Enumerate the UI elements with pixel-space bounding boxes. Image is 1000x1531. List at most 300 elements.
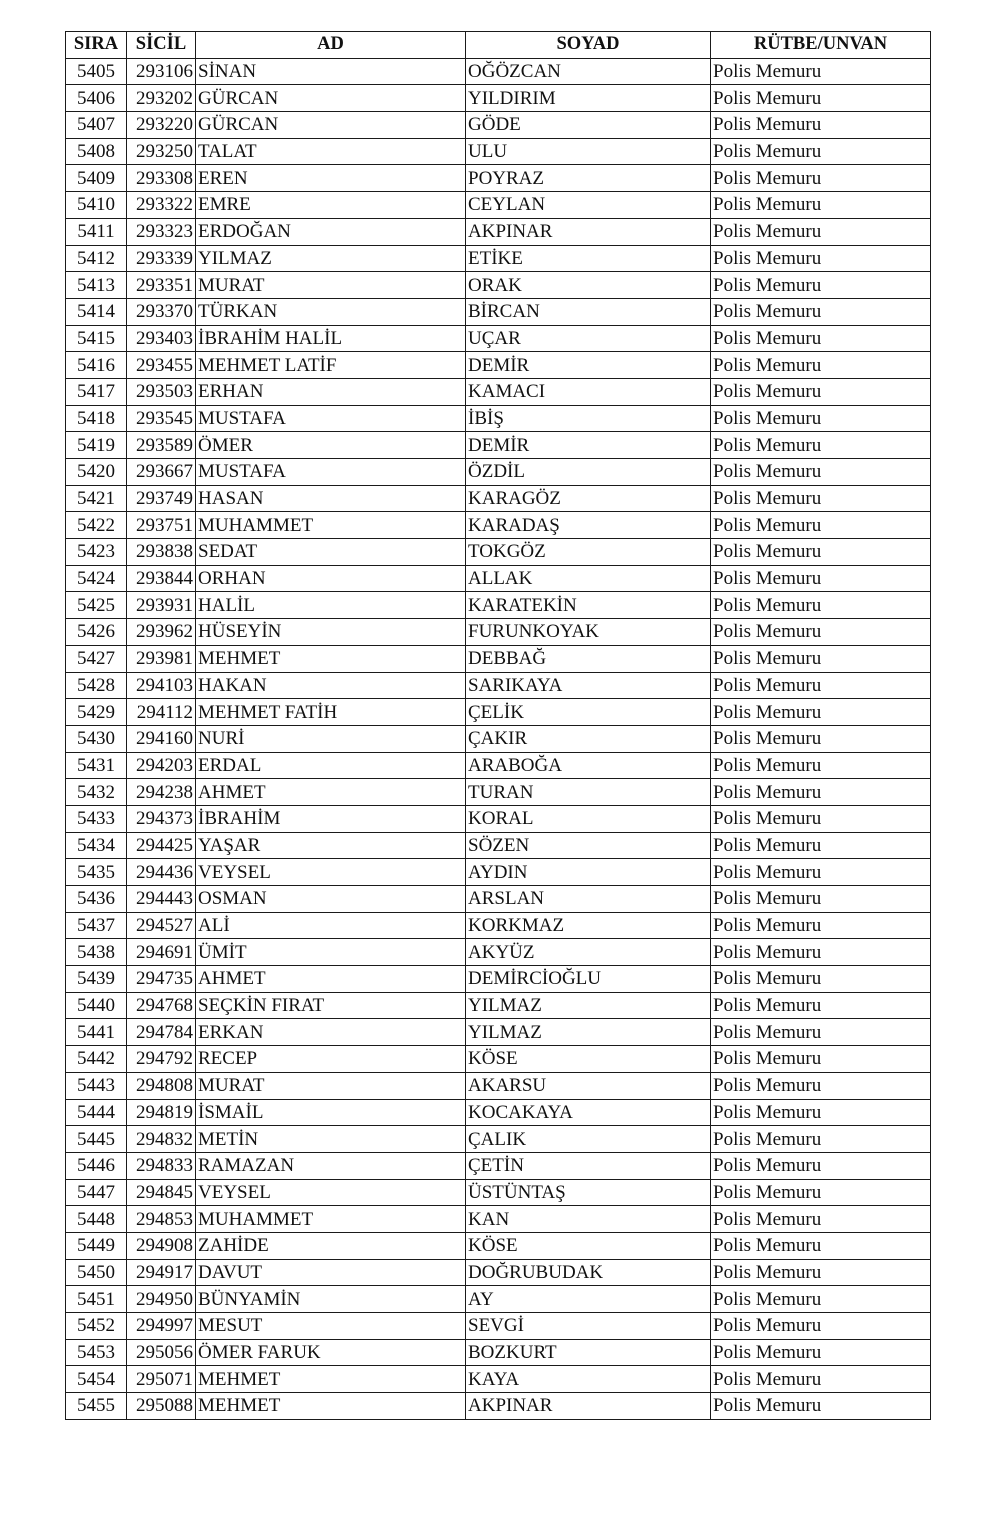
table-row — [66, 1206, 931, 1233]
cell-ad: AHMET — [196, 966, 466, 993]
table-row — [66, 58, 931, 85]
table-row — [66, 272, 931, 299]
table-body — [66, 58, 931, 1419]
cell-rutbe: Polis Memuru — [711, 325, 931, 352]
cell-rutbe: Polis Memuru — [711, 992, 931, 1019]
table-row — [66, 218, 931, 245]
cell-rutbe: Polis Memuru — [711, 1259, 931, 1286]
cell-sicil: 294203 — [127, 752, 196, 779]
cell-soyad: ORAK — [466, 272, 711, 299]
cell-ad: ERDOĞAN — [196, 218, 466, 245]
cell-rutbe: Polis Memuru — [711, 1206, 931, 1233]
cell-ad: ZAHİDE — [196, 1232, 466, 1259]
cell-sicil: 293322 — [127, 192, 196, 219]
cell-rutbe: Polis Memuru — [711, 966, 931, 993]
table-row — [66, 85, 931, 112]
cell-sicil: 293962 — [127, 619, 196, 646]
cell-ad: ALİ — [196, 912, 466, 939]
cell-ad: AHMET — [196, 779, 466, 806]
cell-sira: 5437 — [66, 912, 127, 939]
cell-sicil: 294735 — [127, 966, 196, 993]
cell-sicil: 295088 — [127, 1393, 196, 1420]
cell-sira: 5453 — [66, 1339, 127, 1366]
cell-soyad: SARIKAYA — [466, 672, 711, 699]
cell-ad: MURAT — [196, 272, 466, 299]
cell-rutbe: Polis Memuru — [711, 1152, 931, 1179]
cell-ad: YAŞAR — [196, 832, 466, 859]
cell-rutbe: Polis Memuru — [711, 1339, 931, 1366]
table-row — [66, 1099, 931, 1126]
cell-sira: 5454 — [66, 1366, 127, 1393]
cell-sira: 5445 — [66, 1126, 127, 1153]
cell-sicil: 293838 — [127, 539, 196, 566]
table-row — [66, 939, 931, 966]
cell-sicil: 294160 — [127, 725, 196, 752]
cell-sicil: 293751 — [127, 512, 196, 539]
cell-ad: SEÇKİN FIRAT — [196, 992, 466, 1019]
cell-rutbe: Polis Memuru — [711, 485, 931, 512]
table-row — [66, 645, 931, 672]
header-ad: AD — [196, 32, 466, 59]
cell-sicil: 293931 — [127, 592, 196, 619]
cell-rutbe: Polis Memuru — [711, 192, 931, 219]
cell-sicil: 293351 — [127, 272, 196, 299]
cell-sira: 5444 — [66, 1099, 127, 1126]
table-row — [66, 992, 931, 1019]
cell-rutbe: Polis Memuru — [711, 779, 931, 806]
cell-sira: 5426 — [66, 619, 127, 646]
cell-soyad: ETİKE — [466, 245, 711, 272]
cell-sira: 5419 — [66, 432, 127, 459]
cell-soyad: SÖZEN — [466, 832, 711, 859]
cell-soyad: DEMİR — [466, 432, 711, 459]
cell-sira: 5440 — [66, 992, 127, 1019]
cell-rutbe: Polis Memuru — [711, 1099, 931, 1126]
cell-soyad: AYDIN — [466, 859, 711, 886]
table-header-row — [66, 32, 931, 59]
cell-sicil: 293220 — [127, 112, 196, 139]
cell-rutbe: Polis Memuru — [711, 1366, 931, 1393]
table-row — [66, 1152, 931, 1179]
cell-soyad: AKPINAR — [466, 218, 711, 245]
header-sira: SIRA — [66, 32, 127, 59]
cell-soyad: ÇELİK — [466, 699, 711, 726]
cell-sicil: 294833 — [127, 1152, 196, 1179]
table-row — [66, 378, 931, 405]
cell-sicil: 293844 — [127, 565, 196, 592]
cell-ad: METİN — [196, 1126, 466, 1153]
cell-ad: SEDAT — [196, 539, 466, 566]
table-row — [66, 405, 931, 432]
cell-soyad: BOZKURT — [466, 1339, 711, 1366]
cell-soyad: KAMACI — [466, 378, 711, 405]
cell-ad: MEHMET — [196, 1393, 466, 1420]
table-row — [66, 859, 931, 886]
cell-rutbe: Polis Memuru — [711, 619, 931, 646]
cell-ad: ÖMER — [196, 432, 466, 459]
cell-sicil: 293202 — [127, 85, 196, 112]
cell-sicil: 294997 — [127, 1313, 196, 1340]
cell-rutbe: Polis Memuru — [711, 85, 931, 112]
table-row — [66, 459, 931, 486]
cell-rutbe: Polis Memuru — [711, 565, 931, 592]
cell-sira: 5450 — [66, 1259, 127, 1286]
cell-sira: 5451 — [66, 1286, 127, 1313]
cell-rutbe: Polis Memuru — [711, 272, 931, 299]
cell-sira: 5443 — [66, 1072, 127, 1099]
cell-rutbe: Polis Memuru — [711, 245, 931, 272]
cell-sicil: 294527 — [127, 912, 196, 939]
cell-soyad: KAYA — [466, 1366, 711, 1393]
cell-soyad: KARATEKİN — [466, 592, 711, 619]
cell-ad: NURİ — [196, 725, 466, 752]
cell-sira: 5431 — [66, 752, 127, 779]
cell-rutbe: Polis Memuru — [711, 645, 931, 672]
cell-rutbe: Polis Memuru — [711, 1313, 931, 1340]
cell-sira: 5430 — [66, 725, 127, 752]
cell-soyad: YILDIRIM — [466, 85, 711, 112]
cell-ad: MURAT — [196, 1072, 466, 1099]
cell-sicil: 295056 — [127, 1339, 196, 1366]
cell-sicil: 294845 — [127, 1179, 196, 1206]
cell-rutbe: Polis Memuru — [711, 165, 931, 192]
cell-sira: 5414 — [66, 298, 127, 325]
cell-rutbe: Polis Memuru — [711, 752, 931, 779]
cell-sira: 5422 — [66, 512, 127, 539]
cell-sicil: 294784 — [127, 1019, 196, 1046]
cell-soyad: ARSLAN — [466, 886, 711, 913]
cell-soyad: SEVGİ — [466, 1313, 711, 1340]
cell-soyad: TOKGÖZ — [466, 539, 711, 566]
cell-sira: 5439 — [66, 966, 127, 993]
cell-sicil: 294443 — [127, 886, 196, 913]
table-row — [66, 512, 931, 539]
cell-ad: YILMAZ — [196, 245, 466, 272]
table-row — [66, 165, 931, 192]
cell-sira: 5429 — [66, 699, 127, 726]
cell-sira: 5411 — [66, 218, 127, 245]
cell-sira: 5447 — [66, 1179, 127, 1206]
cell-rutbe: Polis Memuru — [711, 432, 931, 459]
cell-soyad: YILMAZ — [466, 1019, 711, 1046]
cell-rutbe: Polis Memuru — [711, 886, 931, 913]
table-row — [66, 1019, 931, 1046]
cell-sicil: 293667 — [127, 459, 196, 486]
table-row — [66, 1366, 931, 1393]
cell-rutbe: Polis Memuru — [711, 672, 931, 699]
table-row — [66, 1286, 931, 1313]
cell-ad: RECEP — [196, 1046, 466, 1073]
cell-ad: EREN — [196, 165, 466, 192]
header-rutbe: RÜTBE/UNVAN — [711, 32, 931, 59]
cell-ad: MEHMET FATİH — [196, 699, 466, 726]
cell-sira: 5421 — [66, 485, 127, 512]
cell-rutbe: Polis Memuru — [711, 1179, 931, 1206]
table-row — [66, 1046, 931, 1073]
cell-ad: MESUT — [196, 1313, 466, 1340]
cell-sira: 5435 — [66, 859, 127, 886]
table-row — [66, 1179, 931, 1206]
cell-ad: ÜMİT — [196, 939, 466, 966]
cell-sira: 5405 — [66, 58, 127, 85]
cell-sicil: 294103 — [127, 672, 196, 699]
cell-soyad: BİRCAN — [466, 298, 711, 325]
cell-ad: İBRAHİM — [196, 805, 466, 832]
cell-rutbe: Polis Memuru — [711, 699, 931, 726]
cell-sira: 5412 — [66, 245, 127, 272]
cell-rutbe: Polis Memuru — [711, 1232, 931, 1259]
cell-sira: 5418 — [66, 405, 127, 432]
cell-soyad: ULU — [466, 138, 711, 165]
cell-sicil: 293589 — [127, 432, 196, 459]
cell-ad: MUHAMMET — [196, 512, 466, 539]
cell-sicil: 294950 — [127, 1286, 196, 1313]
cell-sicil: 295071 — [127, 1366, 196, 1393]
cell-rutbe: Polis Memuru — [711, 725, 931, 752]
cell-rutbe: Polis Memuru — [711, 1072, 931, 1099]
cell-ad: HALİL — [196, 592, 466, 619]
cell-ad: MEHMET — [196, 645, 466, 672]
cell-ad: ERHAN — [196, 378, 466, 405]
cell-sira: 5413 — [66, 272, 127, 299]
cell-sicil: 294425 — [127, 832, 196, 859]
cell-sicil: 294832 — [127, 1126, 196, 1153]
table-row — [66, 779, 931, 806]
cell-soyad: ALLAK — [466, 565, 711, 592]
cell-sira: 5452 — [66, 1313, 127, 1340]
cell-soyad: AKARSU — [466, 1072, 711, 1099]
cell-ad: GÜRCAN — [196, 85, 466, 112]
cell-ad: TÜRKAN — [196, 298, 466, 325]
cell-soyad: AY — [466, 1286, 711, 1313]
cell-sira: 5417 — [66, 378, 127, 405]
cell-ad: VEYSEL — [196, 859, 466, 886]
cell-soyad: DEBBAĞ — [466, 645, 711, 672]
cell-ad: MUSTAFA — [196, 459, 466, 486]
cell-soyad: UÇAR — [466, 325, 711, 352]
cell-soyad: TURAN — [466, 779, 711, 806]
cell-soyad: POYRAZ — [466, 165, 711, 192]
cell-soyad: DEMİRCİOĞLU — [466, 966, 711, 993]
cell-rutbe: Polis Memuru — [711, 832, 931, 859]
cell-soyad: KÖSE — [466, 1046, 711, 1073]
cell-soyad: DOĞRUBUDAK — [466, 1259, 711, 1286]
cell-sicil: 294691 — [127, 939, 196, 966]
cell-sicil: 293323 — [127, 218, 196, 245]
cell-soyad: ÖZDİL — [466, 459, 711, 486]
cell-sira: 5436 — [66, 886, 127, 913]
cell-sicil: 294808 — [127, 1072, 196, 1099]
cell-rutbe: Polis Memuru — [711, 512, 931, 539]
table-row — [66, 966, 931, 993]
cell-ad: ÖMER FARUK — [196, 1339, 466, 1366]
cell-sira: 5420 — [66, 459, 127, 486]
cell-sicil: 294238 — [127, 779, 196, 806]
cell-sicil: 294853 — [127, 1206, 196, 1233]
cell-soyad: KARAGÖZ — [466, 485, 711, 512]
cell-rutbe: Polis Memuru — [711, 112, 931, 139]
table-row — [66, 298, 931, 325]
table-row — [66, 245, 931, 272]
cell-rutbe: Polis Memuru — [711, 298, 931, 325]
cell-rutbe: Polis Memuru — [711, 352, 931, 379]
table-row — [66, 1232, 931, 1259]
cell-sicil: 294792 — [127, 1046, 196, 1073]
personnel-table — [65, 31, 931, 1420]
cell-sicil: 293749 — [127, 485, 196, 512]
cell-sicil: 294819 — [127, 1099, 196, 1126]
header-sicil: SİCİL — [127, 32, 196, 59]
table-row — [66, 592, 931, 619]
cell-ad: TALAT — [196, 138, 466, 165]
cell-sira: 5432 — [66, 779, 127, 806]
cell-soyad: KÖSE — [466, 1232, 711, 1259]
cell-soyad: CEYLAN — [466, 192, 711, 219]
cell-soyad: ÇALIK — [466, 1126, 711, 1153]
cell-rutbe: Polis Memuru — [711, 459, 931, 486]
cell-ad: RAMAZAN — [196, 1152, 466, 1179]
cell-sicil: 294373 — [127, 805, 196, 832]
cell-sira: 5425 — [66, 592, 127, 619]
table-row — [66, 672, 931, 699]
cell-sicil: 293370 — [127, 298, 196, 325]
table-row — [66, 752, 931, 779]
cell-rutbe: Polis Memuru — [711, 1046, 931, 1073]
cell-ad: HASAN — [196, 485, 466, 512]
cell-soyad: YILMAZ — [466, 992, 711, 1019]
cell-soyad: DEMİR — [466, 352, 711, 379]
header-soyad: SOYAD — [466, 32, 711, 59]
cell-sira: 5406 — [66, 85, 127, 112]
cell-sicil: 294112 — [127, 699, 196, 726]
cell-sira: 5423 — [66, 539, 127, 566]
cell-ad: SİNAN — [196, 58, 466, 85]
cell-ad: GÜRCAN — [196, 112, 466, 139]
table-row — [66, 699, 931, 726]
cell-sira: 5415 — [66, 325, 127, 352]
cell-sicil: 293250 — [127, 138, 196, 165]
cell-soyad: ÇETİN — [466, 1152, 711, 1179]
cell-sira: 5416 — [66, 352, 127, 379]
table-row — [66, 725, 931, 752]
cell-sira: 5442 — [66, 1046, 127, 1073]
table-row — [66, 886, 931, 913]
cell-ad: HÜSEYİN — [196, 619, 466, 646]
cell-sicil: 293981 — [127, 645, 196, 672]
cell-rutbe: Polis Memuru — [711, 138, 931, 165]
cell-ad: MEHMET LATİF — [196, 352, 466, 379]
table-row — [66, 539, 931, 566]
table-row — [66, 485, 931, 512]
cell-sira: 5407 — [66, 112, 127, 139]
cell-ad: İBRAHİM HALİL — [196, 325, 466, 352]
table-row — [66, 112, 931, 139]
cell-ad: HAKAN — [196, 672, 466, 699]
cell-soyad: ÜSTÜNTAŞ — [466, 1179, 711, 1206]
cell-soyad: AKPINAR — [466, 1393, 711, 1420]
cell-sicil: 293545 — [127, 405, 196, 432]
cell-rutbe: Polis Memuru — [711, 405, 931, 432]
cell-soyad: ARABOĞA — [466, 752, 711, 779]
cell-rutbe: Polis Memuru — [711, 859, 931, 886]
cell-soyad: ÇAKIR — [466, 725, 711, 752]
cell-rutbe: Polis Memuru — [711, 939, 931, 966]
cell-sira: 5427 — [66, 645, 127, 672]
table-row — [66, 138, 931, 165]
cell-soyad: KORAL — [466, 805, 711, 832]
cell-soyad: KAN — [466, 1206, 711, 1233]
cell-sicil: 294768 — [127, 992, 196, 1019]
cell-sira: 5434 — [66, 832, 127, 859]
cell-sicil: 293403 — [127, 325, 196, 352]
cell-sicil: 293106 — [127, 58, 196, 85]
cell-soyad: FURUNKOYAK — [466, 619, 711, 646]
cell-ad: EMRE — [196, 192, 466, 219]
table-row — [66, 1072, 931, 1099]
cell-ad: BÜNYAMİN — [196, 1286, 466, 1313]
cell-sicil: 294436 — [127, 859, 196, 886]
cell-sicil: 293503 — [127, 378, 196, 405]
cell-sicil: 293339 — [127, 245, 196, 272]
cell-soyad: KOCAKAYA — [466, 1099, 711, 1126]
cell-rutbe: Polis Memuru — [711, 1126, 931, 1153]
cell-sicil: 293308 — [127, 165, 196, 192]
table-row — [66, 565, 931, 592]
cell-sira: 5446 — [66, 1152, 127, 1179]
cell-ad: MUHAMMET — [196, 1206, 466, 1233]
cell-soyad: KARADAŞ — [466, 512, 711, 539]
cell-soyad: GÖDE — [466, 112, 711, 139]
cell-sira: 5410 — [66, 192, 127, 219]
table-row — [66, 192, 931, 219]
cell-rutbe: Polis Memuru — [711, 58, 931, 85]
cell-rutbe: Polis Memuru — [711, 912, 931, 939]
table-row — [66, 1126, 931, 1153]
cell-sira: 5428 — [66, 672, 127, 699]
cell-sicil: 293455 — [127, 352, 196, 379]
cell-sicil: 294917 — [127, 1259, 196, 1286]
cell-ad: DAVUT — [196, 1259, 466, 1286]
cell-rutbe: Polis Memuru — [711, 805, 931, 832]
cell-sira: 5424 — [66, 565, 127, 592]
cell-soyad: AKYÜZ — [466, 939, 711, 966]
table-row — [66, 352, 931, 379]
cell-soyad: İBİŞ — [466, 405, 711, 432]
cell-sira: 5408 — [66, 138, 127, 165]
cell-ad: MEHMET — [196, 1366, 466, 1393]
table-row — [66, 912, 931, 939]
cell-ad: ERDAL — [196, 752, 466, 779]
table-row — [66, 325, 931, 352]
cell-sira: 5433 — [66, 805, 127, 832]
table-row — [66, 1259, 931, 1286]
cell-sira: 5455 — [66, 1393, 127, 1420]
cell-rutbe: Polis Memuru — [711, 1393, 931, 1420]
cell-sira: 5409 — [66, 165, 127, 192]
cell-ad: MUSTAFA — [196, 405, 466, 432]
cell-ad: ORHAN — [196, 565, 466, 592]
cell-rutbe: Polis Memuru — [711, 592, 931, 619]
cell-sicil: 294908 — [127, 1232, 196, 1259]
cell-sira: 5441 — [66, 1019, 127, 1046]
table-row — [66, 832, 931, 859]
cell-sira: 5449 — [66, 1232, 127, 1259]
cell-soyad: OĞÖZCAN — [466, 58, 711, 85]
cell-rutbe: Polis Memuru — [711, 218, 931, 245]
cell-soyad: KORKMAZ — [466, 912, 711, 939]
cell-rutbe: Polis Memuru — [711, 378, 931, 405]
cell-ad: ERKAN — [196, 1019, 466, 1046]
